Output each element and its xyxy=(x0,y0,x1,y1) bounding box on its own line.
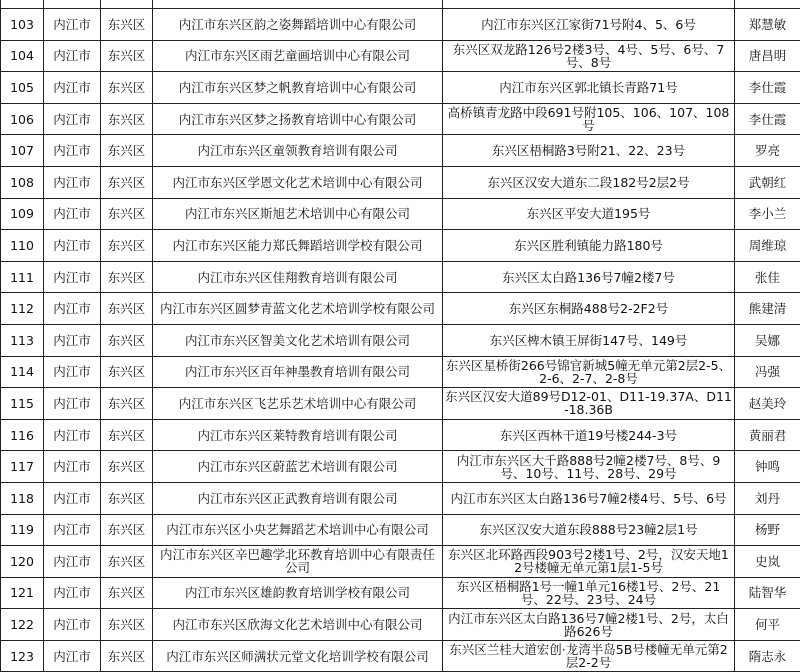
cell-no: 118 xyxy=(1,482,44,514)
cell-city xyxy=(44,0,101,9)
cell-no: 109 xyxy=(1,198,44,230)
cell-no: 123 xyxy=(1,640,44,672)
cell-no: 115 xyxy=(1,388,44,420)
cell-district: 东兴区 xyxy=(101,514,153,546)
cell-no: 107 xyxy=(1,135,44,167)
table-row xyxy=(1,609,800,641)
table-row xyxy=(1,103,800,135)
cell-name: 内江市东兴区佳翔教育培训有限公司 xyxy=(153,261,443,293)
cell-person: 熊建清 xyxy=(735,293,800,325)
table-body xyxy=(1,0,800,672)
table-row xyxy=(1,72,800,104)
partial-top-row xyxy=(1,0,800,9)
cell-person: 隋志永 xyxy=(735,640,800,672)
cell-city: 内江市 xyxy=(44,9,101,41)
table-row xyxy=(1,9,800,41)
cell-person: 冯强 xyxy=(735,356,800,388)
cell-district: 东兴区 xyxy=(101,451,153,483)
cell-person: 刘丹 xyxy=(735,482,800,514)
cell-person: 李仕霞 xyxy=(735,72,800,104)
cell-no: 121 xyxy=(1,577,44,609)
cell-name xyxy=(153,0,443,9)
cell-name: 内江市东兴区学恩文化艺术培训中心有限公司 xyxy=(153,166,443,198)
cell-district: 东兴区 xyxy=(101,166,153,198)
cell-person xyxy=(735,0,800,9)
cell-name: 内江市东兴区师满状元堂文化培训学校有限公司 xyxy=(153,640,443,672)
cell-address: 东兴区北环路西段903号2楼1号、2号，汉安天地12号楼幢无单元第1层1-5号 xyxy=(443,546,735,578)
cell-address: 东兴区东桐路488号2-2F2号 xyxy=(443,293,735,325)
cell-district: 东兴区 xyxy=(101,103,153,135)
cell-city: 内江市 xyxy=(44,324,101,356)
cell-no: 117 xyxy=(1,451,44,483)
cell-no: 110 xyxy=(1,230,44,262)
cell-district: 东兴区 xyxy=(101,230,153,262)
cell-city: 内江市 xyxy=(44,198,101,230)
cell-address: 东兴区兰桂大道宏创·龙湾半岛5B号楼幢无单元第2层2-2号 xyxy=(443,640,735,672)
cell-district: 东兴区 xyxy=(101,198,153,230)
cell-address: 东兴区梧桐路1号一幢1单元16楼1号、2号、21号、22号、23号、24号 xyxy=(443,577,735,609)
table-row xyxy=(1,419,800,451)
table-row xyxy=(1,356,800,388)
cell-name: 内江市东兴区百年神墨教育培训有限公司 xyxy=(153,356,443,388)
cell-address: 内江市东兴区太白路136号7幢2楼4号、5号、6号 xyxy=(443,482,735,514)
cell-no: 104 xyxy=(1,40,44,72)
cell-address xyxy=(443,0,735,9)
cell-name: 内江市东兴区飞艺乐艺术培训中心有限公司 xyxy=(153,388,443,420)
cell-city: 内江市 xyxy=(44,135,101,167)
cell-address: 内江市东兴区郭北镇长青路71号 xyxy=(443,72,735,104)
cell-person: 杨野 xyxy=(735,514,800,546)
cell-district: 东兴区 xyxy=(101,324,153,356)
cell-no: 105 xyxy=(1,72,44,104)
cell-no: 122 xyxy=(1,609,44,641)
cell-person: 武朝红 xyxy=(735,166,800,198)
cell-no: 103 xyxy=(1,9,44,41)
cell-no: 116 xyxy=(1,419,44,451)
cell-no: 111 xyxy=(1,261,44,293)
cell-city: 内江市 xyxy=(44,166,101,198)
cell-district: 东兴区 xyxy=(101,293,153,325)
cell-name: 内江市东兴区圆梦青蓝文化艺术培训学校有限公司 xyxy=(153,293,443,325)
table-row xyxy=(1,40,800,72)
cell-district: 东兴区 xyxy=(101,577,153,609)
table-row xyxy=(1,640,800,672)
cell-address: 东兴区汉安大道89号D12-01、D11-19.37A、D11-18.36B xyxy=(443,388,735,420)
cell-person: 陆智华 xyxy=(735,577,800,609)
cell-person: 李仕霞 xyxy=(735,103,800,135)
cell-name: 内江市东兴区斯旭艺术培训中心有限公司 xyxy=(153,198,443,230)
cell-city: 内江市 xyxy=(44,388,101,420)
cell-district: 东兴区 xyxy=(101,135,153,167)
cell-district: 东兴区 xyxy=(101,388,153,420)
cell-person: 郑慧敏 xyxy=(735,9,800,41)
cell-no: 120 xyxy=(1,546,44,578)
cell-city: 内江市 xyxy=(44,546,101,578)
cell-district: 东兴区 xyxy=(101,261,153,293)
cell-city: 内江市 xyxy=(44,451,101,483)
cell-district: 东兴区 xyxy=(101,609,153,641)
cell-district: 东兴区 xyxy=(101,356,153,388)
cell-no: 119 xyxy=(1,514,44,546)
cell-name: 内江市东兴区梦之扬教育培训中心有限公司 xyxy=(153,103,443,135)
table-row xyxy=(1,482,800,514)
table-row xyxy=(1,198,800,230)
cell-city: 内江市 xyxy=(44,640,101,672)
cell-city: 内江市 xyxy=(44,577,101,609)
cell-address: 东兴区西林干道19号楼244-3号 xyxy=(443,419,735,451)
cell-person: 何平 xyxy=(735,609,800,641)
cell-person: 吴娜 xyxy=(735,324,800,356)
cell-person: 周维琼 xyxy=(735,230,800,262)
cell-city: 内江市 xyxy=(44,40,101,72)
cell-city: 内江市 xyxy=(44,293,101,325)
cell-name: 内江市东兴区小央艺舞蹈艺术培训中心有限公司 xyxy=(153,514,443,546)
cell-city: 内江市 xyxy=(44,230,101,262)
table-row xyxy=(1,324,800,356)
cell-city: 内江市 xyxy=(44,72,101,104)
cell-no xyxy=(1,0,44,9)
cell-name: 内江市东兴区蔚蓝艺术培训有限公司 xyxy=(153,451,443,483)
cell-name: 内江市东兴区智美文化艺术培训有限公司 xyxy=(153,324,443,356)
cell-district: 东兴区 xyxy=(101,72,153,104)
cell-person: 张佳 xyxy=(735,261,800,293)
table-row xyxy=(1,514,800,546)
cell-city: 内江市 xyxy=(44,482,101,514)
cell-address: 东兴区胜利镇能力路180号 xyxy=(443,230,735,262)
cell-address: 内江市东兴区大千路888号2幢2楼7号、8号、9号、10号、11号、28号、29号 xyxy=(443,451,735,483)
cell-no: 112 xyxy=(1,293,44,325)
cell-district xyxy=(101,0,153,9)
cell-address: 东兴区双龙路126号2楼3号、4号、5号、6号、7号、8号 xyxy=(443,40,735,72)
cell-person: 唐昌明 xyxy=(735,40,800,72)
cell-address: 东兴区星桥街266号锦官新城5幢无单元第2层2-5、2-6、2-7、2-8号 xyxy=(443,356,735,388)
cell-address: 东兴区汉安大道东二段182号2层2号 xyxy=(443,166,735,198)
cell-district: 东兴区 xyxy=(101,482,153,514)
cell-person: 李小兰 xyxy=(735,198,800,230)
table-row xyxy=(1,577,800,609)
cell-address: 东兴区汉安大道东段888号23幢2层1号 xyxy=(443,514,735,546)
cell-person: 罗亮 xyxy=(735,135,800,167)
cell-name: 内江市东兴区梦之帆教育培训中心有限公司 xyxy=(153,72,443,104)
cell-city: 内江市 xyxy=(44,103,101,135)
cell-name: 内江市东兴区韵之姿舞蹈培训中心有限公司 xyxy=(153,9,443,41)
cell-name: 内江市东兴区童领教育培训有限公司 xyxy=(153,135,443,167)
cell-district: 东兴区 xyxy=(101,546,153,578)
cell-city: 内江市 xyxy=(44,261,101,293)
table-row xyxy=(1,135,800,167)
table-row xyxy=(1,451,800,483)
cell-name: 内江市东兴区欣海文化艺术培训中心有限公司 xyxy=(153,609,443,641)
cell-no: 113 xyxy=(1,324,44,356)
cell-name: 内江市东兴区雄韵教育培训学校有限公司 xyxy=(153,577,443,609)
cell-district: 东兴区 xyxy=(101,640,153,672)
cell-city: 内江市 xyxy=(44,609,101,641)
cell-person: 史岚 xyxy=(735,546,800,578)
cell-city: 内江市 xyxy=(44,356,101,388)
cell-city: 内江市 xyxy=(44,514,101,546)
cell-no: 106 xyxy=(1,103,44,135)
cell-person: 黄丽君 xyxy=(735,419,800,451)
table-row xyxy=(1,388,800,420)
cell-address: 东兴区太白路136号7幢2楼7号 xyxy=(443,261,735,293)
cell-name: 内江市东兴区莱特教育培训有限公司 xyxy=(153,419,443,451)
cell-person: 赵美玲 xyxy=(735,388,800,420)
cell-address: 东兴区椑木镇王屏街147号、149号 xyxy=(443,324,735,356)
cell-district: 东兴区 xyxy=(101,40,153,72)
cell-address: 东兴区梧桐路3号附21、22、23号 xyxy=(443,135,735,167)
cell-name: 内江市东兴区雨艺童画培训中心有限公司 xyxy=(153,40,443,72)
cell-address: 东兴区平安大道195号 xyxy=(443,198,735,230)
table-row xyxy=(1,166,800,198)
cell-no: 108 xyxy=(1,166,44,198)
cell-address: 内江市东兴区江家街71号附4、5、6号 xyxy=(443,9,735,41)
cell-no: 114 xyxy=(1,356,44,388)
cell-district: 东兴区 xyxy=(101,419,153,451)
cell-address: 高桥镇青龙路中段691号附105、106、107、108号 xyxy=(443,103,735,135)
cell-name: 内江市东兴区正武教育培训有限公司 xyxy=(153,482,443,514)
cell-person: 钟鸣 xyxy=(735,451,800,483)
table-row xyxy=(1,293,800,325)
cell-city: 内江市 xyxy=(44,419,101,451)
table-row xyxy=(1,230,800,262)
cell-district: 东兴区 xyxy=(101,9,153,41)
table-row xyxy=(1,261,800,293)
table-row xyxy=(1,546,800,578)
cell-name: 内江市东兴区辛巴趣学北环教育培训中心有限责任公司 xyxy=(153,546,443,578)
cell-name: 内江市东兴区能力郑氏舞蹈培训学校有限公司 xyxy=(153,230,443,262)
cell-address: 内江市东兴区太白路136号7幢2楼1号、2号，太白路626号 xyxy=(443,609,735,641)
